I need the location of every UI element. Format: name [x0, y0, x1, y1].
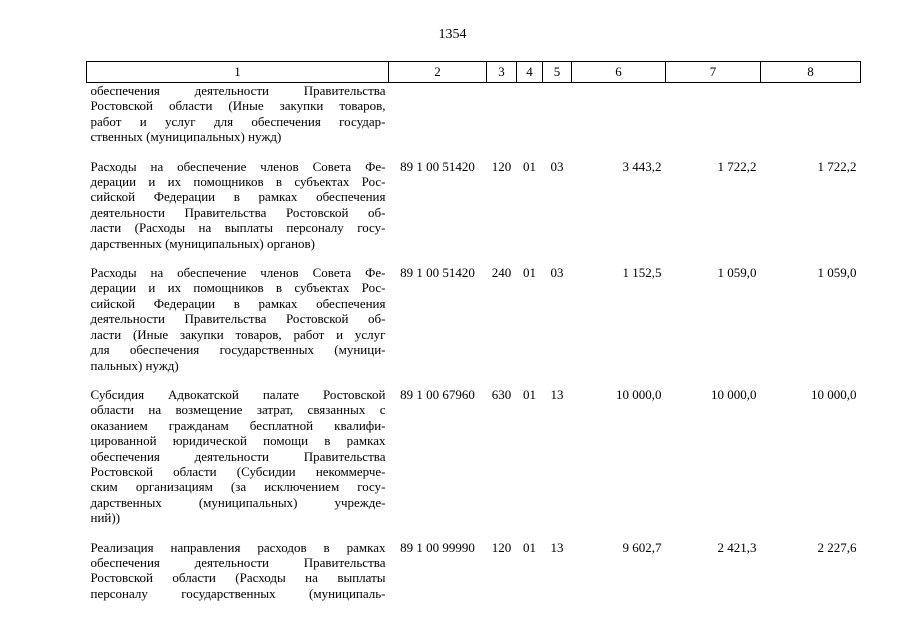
row-description: [87, 387, 389, 540]
header-col-8: 8: [761, 62, 861, 83]
header-col-6: 6: [572, 62, 666, 83]
header-col-7: 7: [666, 62, 761, 83]
description-line: деятельности Правительства Ростовской об-: [90, 204, 386, 220]
row-code: 89 1 00 51420: [400, 265, 475, 281]
row-value-2: [666, 83, 761, 159]
description-line: цированной юридической помощи в рамках: [90, 433, 386, 449]
row-description: [87, 159, 389, 265]
description-line: персоналу государственных (муниципаль-: [90, 585, 386, 601]
description-line: Субсидия Адвокатской палате Ростовской: [90, 386, 386, 402]
row-description: [87, 83, 389, 159]
description-line: Расходы на обеспечение членов Совета Фе-: [90, 265, 386, 281]
page-number: 1354: [438, 27, 467, 42]
row-pr: 03: [550, 265, 564, 281]
row-rz: [517, 83, 543, 159]
row-description: [87, 540, 389, 616]
row-pr: [543, 83, 572, 159]
row-value-1: 10 000,0: [616, 386, 662, 402]
table-row: [87, 387, 861, 540]
description-line: дерации и их помощников в субъектах Рос-: [90, 174, 386, 190]
row-code: 89 1 00 99990: [400, 539, 475, 555]
description-line: Ростовской области (Расходы на выплаты: [90, 570, 386, 586]
row-value-1: 1 152,5: [622, 265, 662, 281]
description-line: дарственных (муниципальных) органов): [90, 235, 316, 251]
description-line: Расходы на обеспечение членов Совета Фе-: [90, 158, 386, 174]
header-col-1: 1: [87, 62, 389, 83]
row-vr: 240: [491, 265, 512, 281]
row-value-1: 3 443,2: [622, 158, 662, 174]
description-line: ласти (Расходы на выплаты персоналу госу-: [90, 220, 386, 236]
row-pr: 03: [550, 158, 564, 174]
table-row: [87, 83, 861, 159]
header-col-5: 5: [543, 62, 572, 83]
row-rz: 01: [523, 158, 536, 174]
row-value-2: 1 722,2: [717, 158, 757, 174]
budget-table: [86, 61, 861, 615]
row-value-3: 1 059,0: [817, 265, 857, 281]
description-line: сийской Федерации в рамках обеспечения: [90, 295, 386, 311]
row-pr: 13: [550, 539, 564, 555]
table-row: [87, 265, 861, 387]
header-col-4: 4: [517, 62, 543, 83]
row-vr: 630: [491, 386, 512, 402]
row-value-2: 2 421,3: [717, 539, 757, 555]
description-line: для обеспечения государственных (муници-: [90, 342, 386, 358]
description-line: обеспечения деятельности Правительства: [90, 448, 386, 464]
row-rz: 01: [523, 386, 536, 402]
row-value-2: 1 059,0: [717, 265, 757, 281]
description-line: дарственных (муниципальных) учрежде-: [90, 494, 386, 510]
header-row: [87, 62, 861, 83]
header-col-2: 2: [389, 62, 487, 83]
row-value-3: 1 722,2: [817, 158, 857, 174]
row-code: 89 1 00 51420: [400, 158, 475, 174]
table-body: [87, 83, 861, 616]
description-line: Реализация направления расходов в рамках: [90, 539, 386, 555]
row-value-1: [572, 83, 666, 159]
table-row: [87, 159, 861, 265]
row-code: 89 1 00 67960: [400, 386, 475, 402]
row-rz: 01: [523, 539, 536, 555]
description-line: ским организациям (за исключением госу-: [90, 479, 386, 495]
description-line: сийской Федерации в рамках обеспечения: [90, 189, 386, 205]
row-description: [87, 265, 389, 387]
row-vr: 120: [491, 539, 512, 555]
row-value-2: 10 000,0: [711, 386, 757, 402]
description-line: работ и услуг для обеспечения государ-: [90, 113, 386, 129]
row-vr: 120: [491, 158, 512, 174]
description-line: ний)): [90, 510, 121, 526]
description-line: деятельности Правительства Ростовской об-: [90, 311, 386, 327]
description-line: обеспечения деятельности Правительства: [90, 554, 386, 570]
description-line: Ростовской области (Субсидии некоммерче-: [90, 463, 386, 479]
description-line: пальных) нужд): [90, 357, 179, 373]
description-line: области на возмещение затрат, связанных с: [90, 402, 386, 418]
row-code: [389, 83, 487, 159]
row-value-3: 2 227,6: [817, 539, 857, 555]
description-line: оказанием гражданам бесплатной квалифи-: [90, 417, 386, 433]
table-row: [87, 540, 861, 616]
description-line: ственных (муниципальных) нужд): [90, 129, 282, 145]
row-rz: 01: [523, 265, 536, 281]
row-vr: [487, 83, 517, 159]
row-value-3: [761, 83, 861, 159]
description-line: ласти (Иные закупки товаров, работ и услуг: [90, 326, 386, 342]
description-line: дерации и их помощников в субъектах Рос-: [90, 280, 386, 296]
row-pr: 13: [550, 386, 564, 402]
header-col-3: 3: [487, 62, 517, 83]
description-line: Ростовской области (Иные закупки товаров,: [90, 98, 386, 114]
row-value-1: 9 602,7: [622, 539, 662, 555]
row-value-3: 10 000,0: [811, 386, 857, 402]
description-line: обеспечения деятельности Правительства: [90, 83, 386, 98]
